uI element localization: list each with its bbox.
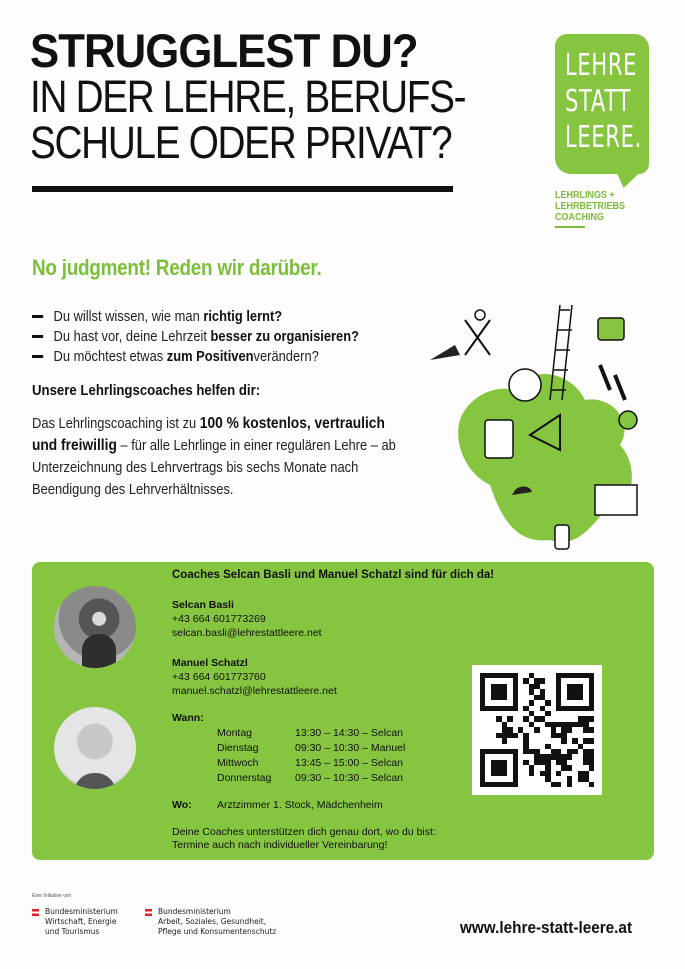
logo-subtitle-line: LEHRBETRIEBS	[555, 201, 626, 212]
coaches-heading: Coaches Selcan Basli und Manuel Schatzl sind für dich da!	[172, 569, 495, 581]
schedule-time: 09:30 – 10:30 – Manuel	[295, 742, 406, 754]
coach-phone[interactable]: +43 664 601773269	[172, 613, 266, 625]
ministry-logo-social	[145, 907, 276, 937]
ministry-line: Wirtschaft, Energie	[45, 917, 117, 926]
logo-subtitle	[555, 190, 641, 223]
logo-underline	[555, 226, 585, 228]
logo-word: STATT	[565, 84, 632, 119]
coach-phone[interactable]: +43 664 601773760	[172, 671, 266, 683]
coach-contact	[172, 598, 322, 640]
note-line: Deine Coaches unterstützen dich genau dort, wo du bist:	[172, 826, 436, 838]
headline-line-3: SCHULE ODER PRIVAT?	[30, 117, 452, 168]
ministry-line: Bundesministerium	[45, 907, 118, 916]
ministry-line: Bundesministerium	[158, 907, 231, 916]
schedule-time: 09:30 – 10:30 – Selcan	[295, 772, 404, 784]
qr-code[interactable]	[472, 665, 602, 795]
speech-bubble-icon	[555, 34, 649, 174]
coaches-note	[172, 826, 436, 852]
coach-email[interactable]: manuel.schatzl@lehrestattleere.net	[172, 685, 337, 697]
headline	[30, 24, 500, 168]
logo-subtitle-line: LEHRLINGS +	[555, 190, 615, 201]
schedule-time: 13:45 – 15:00 – Selcan	[295, 757, 404, 769]
ministry-line: Pflege und Konsumentenschutz	[158, 927, 277, 936]
learning-doodle-illustration	[420, 300, 670, 560]
bullet-emphasis: richtig lernt?	[203, 307, 283, 325]
initiative-label: Eine Initiative von	[32, 893, 72, 899]
help-body-text: – für alle Lehrlinge in einer regulären Lehre – ab Unterzeichnung des Lehrvertrags bis sechs Monate nach Beendigung des Lehrverhältnisses.	[32, 437, 396, 498]
coach-name: Manuel Schatzl	[172, 657, 248, 669]
dash-bullet-icon	[32, 355, 43, 358]
list-item	[32, 326, 359, 346]
avatar-selcan-basli	[54, 586, 136, 668]
headline-underline	[32, 186, 453, 192]
tagline: No judgment! Reden wir darüber.	[32, 255, 322, 280]
qr-code-pattern	[480, 673, 594, 787]
bullet-text: Du möchtest etwas	[53, 347, 164, 365]
schedule-row	[217, 741, 405, 756]
schedule-row	[217, 726, 405, 741]
schedule-table	[217, 726, 405, 786]
help-title: Unsere Lehrlingscoaches helfen dir:	[32, 382, 261, 399]
logo-word: LEERE.	[565, 120, 642, 155]
help-body-text: Das Lehrlingscoaching ist zu	[32, 415, 200, 432]
website-link[interactable]: www.lehre-statt-leere.at	[460, 918, 633, 937]
ministry-line: und Tourismus	[45, 927, 100, 936]
avatar-manuel-schatzl	[54, 707, 136, 789]
note-line: Termine auch nach individueller Vereinbarung!	[172, 839, 388, 851]
coaches-contact-box	[32, 562, 654, 860]
location-value: Arztzimmer 1. Stock, Mädchenheim	[217, 799, 383, 811]
schedule-label: Wann:	[172, 712, 204, 724]
austria-flag-icon	[145, 909, 152, 916]
help-body	[32, 413, 410, 501]
help-body-emphasis: 100 % kostenlos, vertraulich und freiwillig	[32, 415, 385, 454]
logo-word: LEHRE	[565, 48, 638, 83]
list-item	[32, 306, 359, 326]
ministry-line: Arbeit, Soziales, Gesundheit,	[158, 917, 267, 926]
coach-email[interactable]: selcan.basli@lehrestattleere.net	[172, 627, 322, 639]
schedule-day: Montag	[217, 727, 253, 739]
bullet-list	[32, 306, 412, 366]
ministry-logo-economy	[32, 907, 118, 937]
coach-name: Selcan Basli	[172, 599, 234, 611]
headline-line-2: IN DER LEHRE, BERUFS-	[30, 71, 466, 122]
coach-contact	[172, 656, 337, 698]
bullet-text: Du hast vor, deine Lehrzeit	[53, 327, 207, 345]
dash-bullet-icon	[32, 315, 43, 318]
lehre-statt-leere-logo	[555, 34, 651, 228]
bullet-emphasis: zum Positiven	[166, 347, 254, 365]
schedule-row	[217, 756, 405, 771]
schedule-time: 13:30 – 14:30 – Selcan	[295, 727, 404, 739]
bullet-emphasis: besser zu organisieren?	[210, 327, 359, 345]
schedule-day: Dienstag	[217, 742, 259, 754]
bullet-text-after: verändern?	[253, 347, 319, 365]
location-label: Wo:	[172, 799, 192, 811]
dash-bullet-icon	[32, 335, 43, 338]
schedule-day: Donnerstag	[217, 772, 272, 784]
logo-subtitle-line: COACHING	[555, 212, 605, 223]
headline-line-1: STRUGGLEST DU?	[30, 24, 418, 77]
schedule-row	[217, 771, 405, 786]
schedule-day: Mittwoch	[217, 757, 259, 769]
bullet-text: Du willst wissen, wie man	[53, 307, 200, 325]
austria-flag-icon	[32, 909, 39, 916]
list-item	[32, 346, 359, 366]
